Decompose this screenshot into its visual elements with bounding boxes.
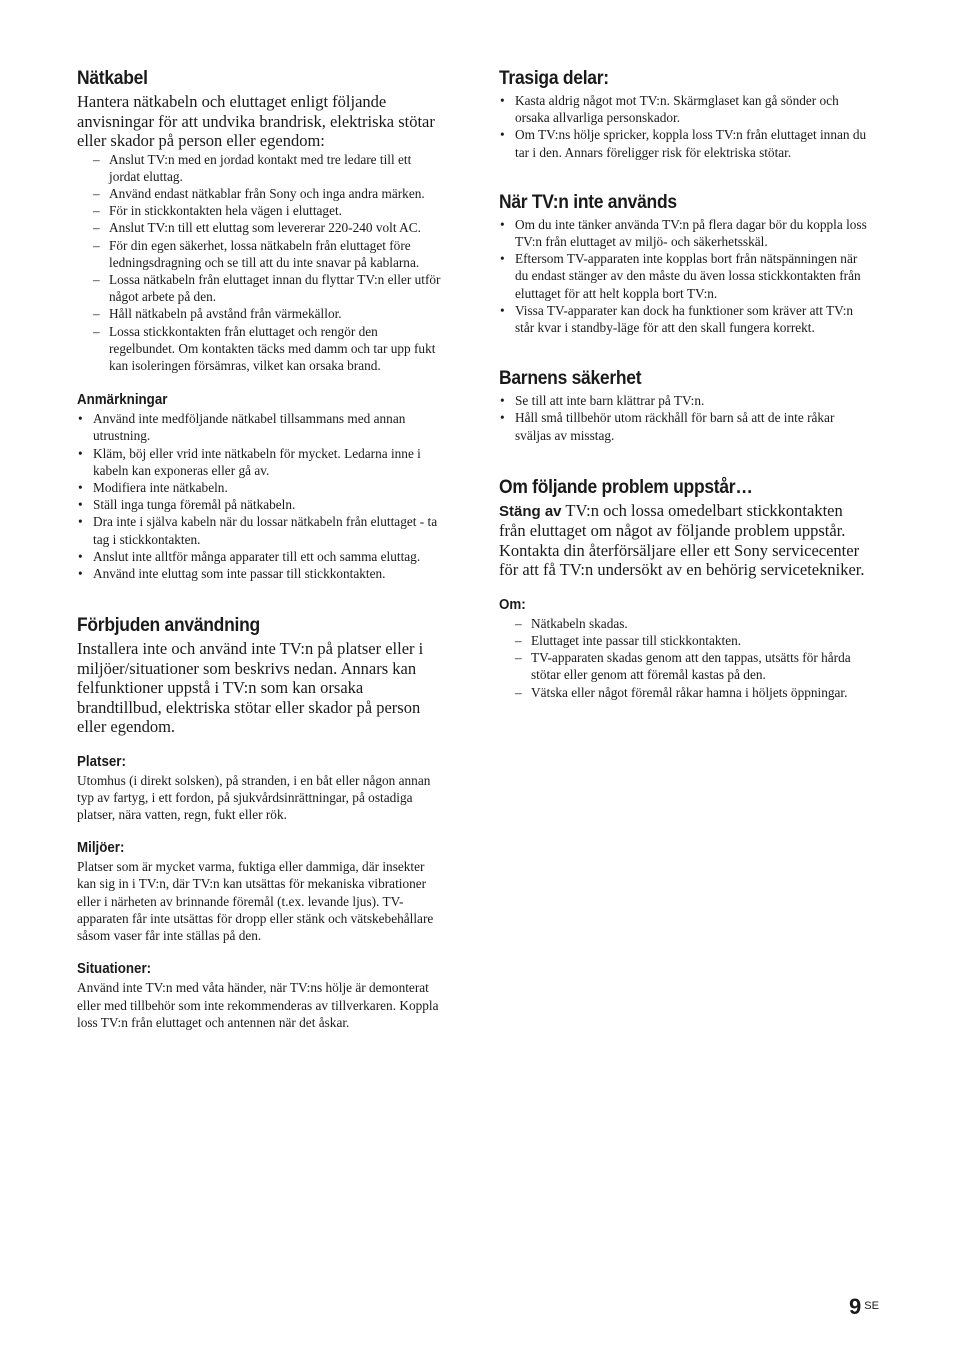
list-item: • Om du inte tänker använda TV:n på flera dagar bör du koppla loss TV:n från eluttaget av miljö- och säkerhetsskäl. (499, 216, 869, 250)
list-item: • Vissa TV-apparater kan dock ha funktioner som kräver att TV:n står kvar i standby-läge för att den skall fungera korrekt. (499, 302, 869, 336)
heading-situationer: Situationer: (77, 961, 152, 978)
list-item: • Se till att inte barn klättrar på TV:n. (499, 392, 869, 409)
section-problem (499, 475, 869, 580)
left-column (77, 64, 445, 1031)
list-item: • Kläm, böj eller vrid inte nätkabeln för mycket. Ledarna inne i kabeln kan exponeras eller gå av. (77, 445, 445, 479)
heading-miljoer: Miljöer: (77, 840, 125, 857)
page-number: 9 (849, 1294, 862, 1319)
section-forbjuden (77, 613, 445, 737)
miljoer-text: Platser som är mycket varma, fuktiga eller dammiga, där insekter kan sig in i TV:n, där TV:n kan utsättas för mekaniska vibrationer eller i närheten av brinnande föremål (t.ex. levande ljus). TV-apparaten får inte utsättas för dropp eller stänk och vätskebehållare såsom vaser får inte ställas på den. (77, 859, 434, 944)
list-item: • Använd inte eluttag som inte passar till stickkontakten. (77, 565, 445, 582)
section-miljoer (77, 838, 445, 944)
section-inte-anvands (499, 190, 869, 336)
section-natkabel (77, 66, 445, 374)
heading-trasiga: Trasiga delar: (499, 68, 609, 89)
list-item: • Dra inte i själva kabeln när du lossar nätkabeln från eluttaget - ta tag i stickkontakten. (77, 513, 445, 547)
trasiga-list (499, 92, 869, 161)
list-item: • Anslut inte alltför många apparater till ett och samma eluttag. (77, 548, 445, 565)
heading-anmarkningar: Anmärkningar (77, 392, 168, 409)
list-item: • Kasta aldrig något mot TV:n. Skärmglaset kan gå sönder och orsaka allvarliga personskador. (499, 92, 869, 126)
barnens-list (499, 392, 869, 444)
heading-forbjuden: Förbjuden användning (77, 615, 260, 637)
list-item: – Eluttaget inte passar till stickkontakten. (499, 632, 869, 649)
list-item: – Anslut TV:n till ett eluttag som levererar 220-240 volt AC. (77, 219, 445, 236)
list-item: • Ställ inga tunga föremål på nätkabeln. (77, 496, 445, 513)
list-item: – Nätkabeln skadas. (499, 615, 869, 632)
right-column (499, 64, 869, 701)
platser-text: Utomhus (i direkt solsken), på stranden, i en båt eller någon annan typ av fartyg, i ett fordon, på sjukvårdsinrättningar, på ostadiga platser, nära vatten, regn, fukt eller rök. (77, 772, 431, 823)
problem-lead: Stäng av (499, 502, 562, 520)
list-item: • Eftersom TV-apparaten inte kopplas bort från nätspänningen när du endast stänger av den måste du även lossa stickkontakten från eluttaget för att helt koppla bort TV:n. (499, 250, 869, 302)
natkabel-list (77, 151, 445, 375)
heading-problem: Om följande problem uppstår… (499, 476, 753, 498)
list-item: – TV-apparaten skadas genom att den tappas, utsätts för hårda stötar eller genom att föremål kastas på den. (499, 649, 869, 683)
list-item: – Håll nätkabeln på avstånd från värmekällor. (77, 305, 445, 322)
section-barnens (499, 366, 869, 444)
problem-intro (499, 501, 869, 580)
heading-platser: Platser: (77, 753, 126, 770)
forbjuden-intro: Installera inte och använd inte TV:n på platser eller i miljöer/situationer som beskrivs nedan. Annars kan felfunktioner uppstå i TV:n som kan orsaka brandtillbud, elektriska stötar eller skador på person eller egendom. (77, 639, 424, 737)
list-item: – Lossa nätkabeln från eluttaget innan du flyttar TV:n eller utför något arbete på den. (77, 271, 445, 305)
problem-intro-text: TV:n och lossa omedelbart stickkontakten från eluttaget om något av följande problem uppstår. Kontakta din återförsäljare eller ett Sony servicecenter för att få TV:n undersökt av en behörig servicetekniker. (499, 500, 865, 580)
natkabel-intro: Hantera nätkabeln och eluttaget enligt följande anvisningar för att undvika brandrisk, elektriska stötar eller skador på person eller egendom: (77, 92, 435, 150)
list-item: • Använd inte medföljande nätkabel tillsammans med annan utrustning. (77, 410, 445, 444)
heading-natkabel: Nätkabel (77, 68, 148, 89)
list-item: – Anslut TV:n med en jordad kontakt med tre ledare till ett jordat eluttag. (77, 151, 445, 185)
list-item: – För din egen säkerhet, lossa nätkabeln från eluttaget före ledningsdragning och se till att du inte snavar på kablarna. (77, 237, 445, 271)
section-om (499, 595, 869, 701)
list-item: • Om TV:ns hölje spricker, koppla loss TV:n från eluttaget innan du tar i den. Annars föreligger risk för elektriska stötar. (499, 126, 869, 160)
list-item: – Lossa stickkontakten från eluttaget och rengör den regelbundet. Om kontakten täcks med damm och tar upp fukt kan isoleringen försämras, vilket kan orsaka brand. (77, 323, 445, 375)
list-item: • Håll små tillbehör utom räckhåll för barn så att de inte råkar sväljas av misstag. (499, 409, 869, 443)
situationer-text: Använd inte TV:n med våta händer, när TV:ns hölje är demonterat eller med tillbehör som inte rekommenderas av tillverkaren. Koppla loss TV:n från eluttaget och antennen när det åskar. (77, 980, 439, 1030)
anmarkningar-list (77, 410, 445, 582)
section-trasiga (499, 66, 869, 161)
list-item: – Använd endast nätkablar från Sony och inga andra märken. (77, 185, 445, 202)
page-footer (849, 1294, 879, 1320)
heading-om: Om: (499, 596, 526, 613)
om-list (499, 615, 869, 701)
section-platser (77, 752, 445, 824)
list-item: • Modifiera inte nätkabeln. (77, 479, 445, 496)
heading-barnens: Barnens säkerhet (499, 368, 642, 390)
list-item: – För in stickkontakten hela vägen i eluttaget. (77, 202, 445, 219)
list-item: – Vätska eller något föremål råkar hamna i höljets öppningar. (499, 684, 869, 701)
section-situationer (77, 959, 445, 1031)
heading-inte-anvands: När TV:n inte används (499, 191, 677, 213)
language-code: SE (864, 1300, 879, 1312)
section-anmarkningar (77, 390, 445, 582)
inte-anvands-list (499, 216, 869, 336)
